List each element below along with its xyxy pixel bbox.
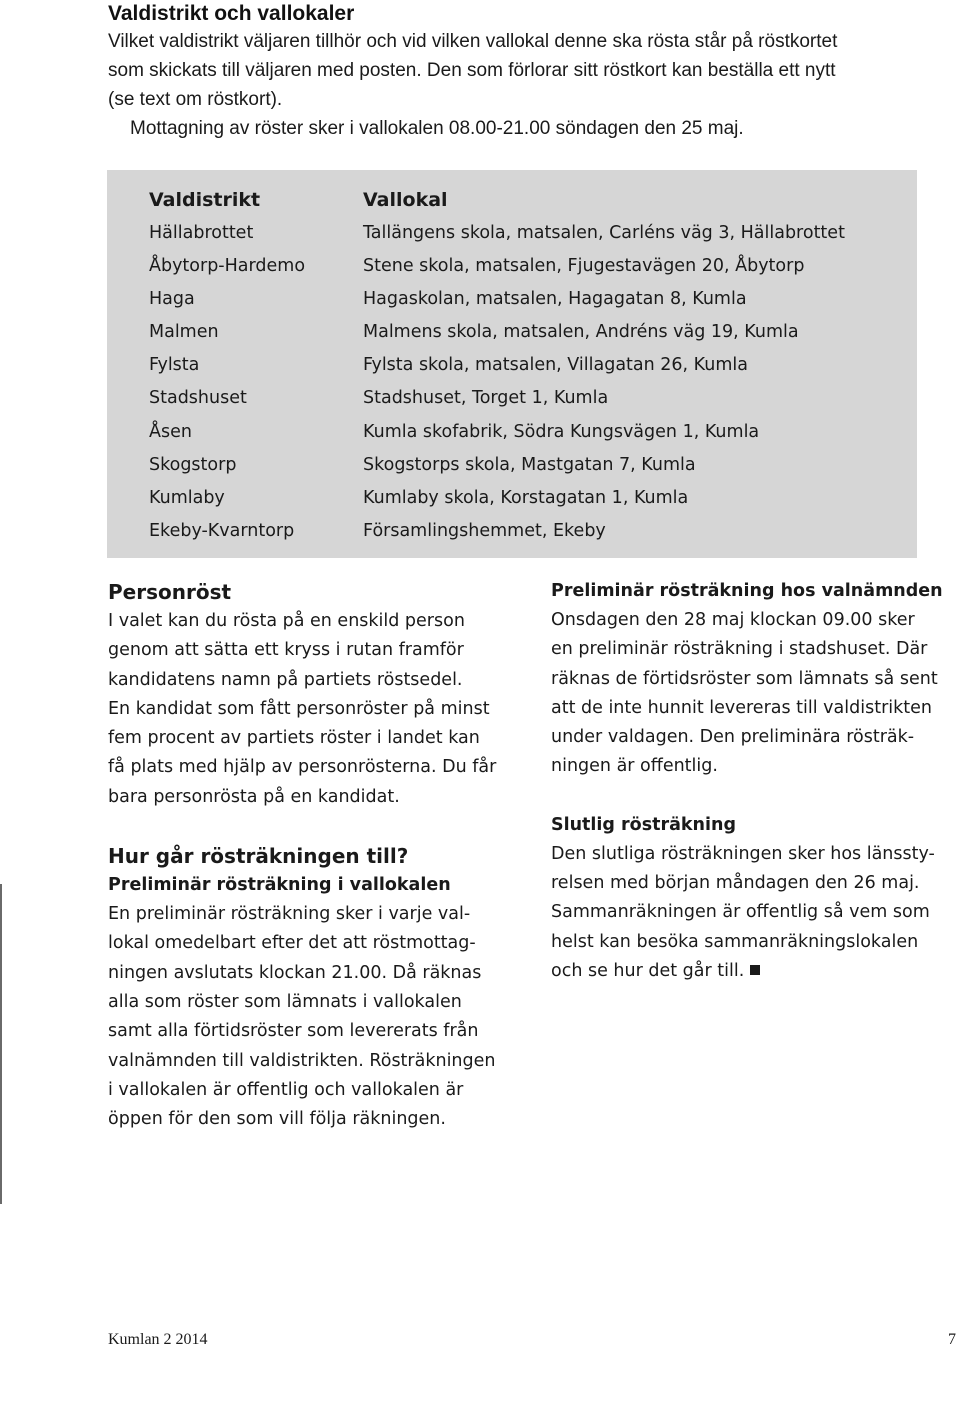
rostrakning-line: öppen för den som vill följa räkningen. [108, 1109, 446, 1130]
publication-name: Kumlan 2 2014 [108, 1331, 208, 1348]
slutlig-line: helst kan besöka sammanräkningslokalen [551, 931, 919, 952]
section-heading: Valdistrikt och vallokaler [108, 2, 355, 25]
district-cell: Kumlaby [149, 487, 225, 508]
slutlig-line: Sammanräkningen är offentlig så vem som [551, 902, 930, 923]
personrost-line: få plats med hjälp av personrösterna. Du får [108, 757, 497, 778]
valnamnden-line: under valdagen. Den preliminära rösträk- [551, 727, 915, 748]
personrost-line: fem procent av partiets röster i landet kan [108, 728, 480, 749]
slutlig-line: Den slutliga rösträkningen sker hos länssty- [551, 843, 935, 864]
rostrakning-line: valnämnden till valdistrikten. Rösträkningen [108, 1050, 496, 1071]
district-cell: Ekeby-Kvarntorp [149, 520, 295, 541]
rostrakning-line: samt alla förtidsröster som levererats från [108, 1021, 479, 1042]
personrost-line: I valet kan du rösta på en enskild person [108, 611, 465, 631]
location-cell: Församlingshemmet, Ekeby [363, 520, 606, 541]
right-column [551, 577, 951, 986]
district-cell: Fylsta [149, 355, 200, 376]
intro-line: som skickats till väljaren med posten. Den som förlorar sitt röstkort kan beställa ett nytt [108, 60, 836, 81]
valnamnden-line: Onsdagen den 28 maj klockan 09.00 sker [551, 610, 915, 630]
page-number: 7 [948, 1331, 956, 1348]
slutlig-line: relsen med början måndagen den 26 maj. [551, 873, 920, 894]
district-cell: Åsen [149, 421, 192, 442]
personrost-text [108, 607, 528, 812]
district-cell: Malmen [149, 322, 219, 343]
location-cell: Fylsta skola, matsalen, Villagatan 26, Kumla [363, 355, 748, 376]
location-column [363, 184, 908, 548]
location-cell: Kumla skofabrik, Södra Kungsvägen 1, Kumla [363, 421, 760, 442]
valnamnden-line: att de inte hunnit levereras till valdistrikten [551, 697, 932, 718]
location-cell: Stadshuset, Torget 1, Kumla [363, 388, 609, 409]
valnamnden-line: ningen är offentlig. [551, 756, 718, 777]
district-column [149, 184, 354, 548]
rostrakning-line: En preliminär rösträkning sker i varje val- [108, 904, 471, 925]
intro-section [108, 0, 928, 143]
margin-rule [0, 884, 2, 1204]
intro-sub-line: Mottagning av röster sker i vallokalen 08.00-21.00 söndagen den 25 maj. [130, 118, 744, 139]
rostrakning-line: lokal omedelbart efter det att röstmottag- [108, 933, 476, 954]
personrost-heading: Personröst [108, 580, 232, 604]
vallokal-count-heading: Preliminär rösträkning i vallokalen [108, 875, 451, 896]
rostrakning-text [108, 900, 528, 1134]
rostrakning-heading: Hur går rösträkningen till? [108, 844, 409, 869]
slutlig-heading: Slutlig rösträkning [551, 814, 736, 835]
slutlig-line: och se hur det går till. [551, 960, 745, 981]
end-square-icon [750, 965, 760, 975]
location-cell: Stene skola, matsalen, Fjugestavägen 20, Åbytorp [363, 256, 805, 277]
location-cell: Skogstorps skola, Mastgatan 7, Kumla [363, 454, 696, 475]
intro-line: (se text om röstkort). [108, 89, 283, 110]
personrost-line: bara personrösta på en kandidat. [108, 786, 400, 807]
location-cell: Malmens skola, matsalen, Andréns väg 19, Kumla [363, 322, 799, 343]
district-cell: Haga [149, 289, 195, 310]
location-cell: Hagaskolan, matsalen, Hagagatan 8, Kumla [363, 289, 747, 310]
intro-line: Vilket valdistrikt väljaren tillhör och vid vilken vallokal denne ska rösta står på röstkortet [108, 31, 838, 52]
location-cell: Kumlaby skola, Korstagatan 1, Kumla [363, 487, 689, 508]
rostrakning-line: alla som röster som lämnats i vallokalen [108, 991, 462, 1012]
valnamnden-heading: Preliminär rösträkning hos valnämnden [551, 581, 943, 601]
column-header-location: Vallokal [363, 189, 448, 211]
slutlig-text [551, 840, 951, 986]
polling-table [107, 170, 917, 558]
personrost-line: genom att sätta ett kryss i rutan framför [108, 640, 464, 661]
location-cell: Tallängens skola, matsalen, Carléns väg 3, Hällabrottet [363, 223, 845, 243]
district-cell: Stadshuset [149, 388, 247, 409]
personrost-line: En kandidat som fått personröster på minst [108, 698, 490, 719]
district-cell: Skogstorp [149, 454, 237, 475]
rostrakning-line: i vallokalen är offentlig och vallokalen är [108, 1079, 464, 1100]
left-column [108, 577, 528, 1134]
district-cell: Hällabrottet [149, 223, 254, 243]
personrost-line: kandidatens namn på partiets röstsedel. [108, 669, 463, 690]
valnamnden-line: en preliminär rösträkning i stadshuset. Där [551, 639, 928, 660]
rostrakning-line: ningen avslutats klockan 21.00. Då räknas [108, 962, 482, 983]
valnamnden-line: räknas de förtidsröster som lämnats så sent [551, 668, 938, 689]
valnamnden-text [551, 606, 951, 782]
column-header-district: Valdistrikt [149, 189, 261, 211]
district-cell: Åbytorp-Hardemo [149, 256, 306, 277]
